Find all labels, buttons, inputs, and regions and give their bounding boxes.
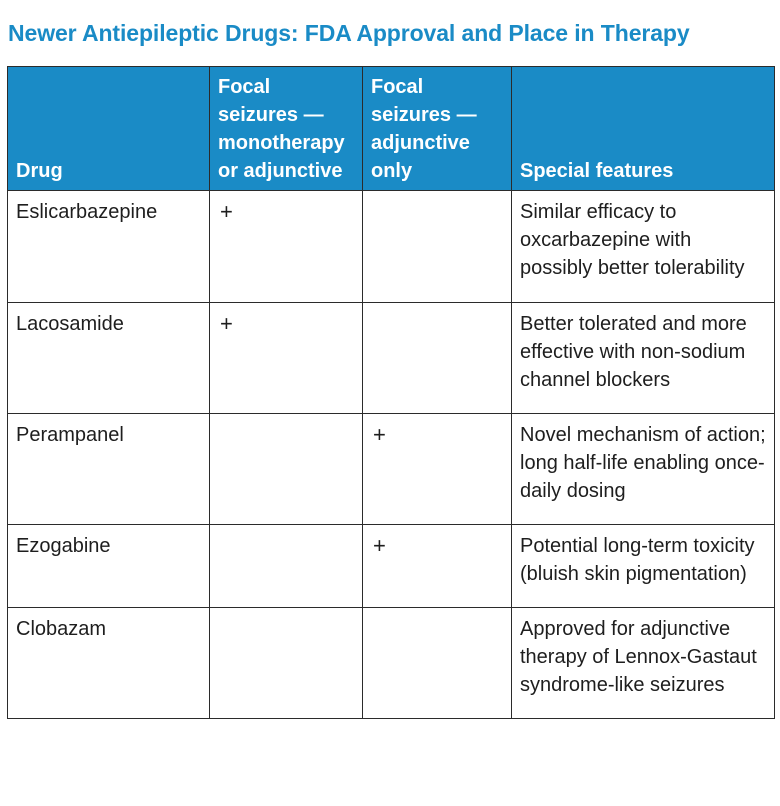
header-focal-mono: Focal seizures — monotherapy or adjunctive [210, 67, 363, 191]
drug-name: Clobazam [8, 608, 210, 719]
focal-mono-mark: + [210, 303, 363, 414]
focal-adjunctive-mark [363, 303, 512, 414]
drug-name: Lacosamide [8, 303, 210, 414]
header-special-features: Special features [512, 67, 775, 191]
focal-adjunctive-mark: + [363, 414, 512, 525]
focal-adjunctive-mark: + [363, 525, 512, 608]
focal-adjunctive-mark [363, 608, 512, 719]
table-row [8, 525, 775, 608]
table-row [8, 191, 775, 303]
focal-mono-mark [210, 414, 363, 525]
focal-adjunctive-mark [363, 191, 512, 303]
drug-table [7, 66, 775, 719]
focal-mono-mark [210, 525, 363, 608]
focal-mono-mark [210, 608, 363, 719]
drug-name: Ezogabine [8, 525, 210, 608]
drug-name: Eslicarbazepine [8, 191, 210, 303]
drug-name: Perampanel [8, 414, 210, 525]
special-features: Novel mechanism of action; long half-life enabling once-daily dosing [512, 414, 775, 525]
special-features: Similar efficacy to oxcarbazepine with possibly better tolerability [512, 191, 775, 303]
special-features: Approved for adjunctive therapy of Lennox-Gastaut syndrome-like seizures [512, 608, 775, 719]
header-focal-adjunctive: Focal seizures — adjunctive only [363, 67, 512, 191]
table-title: Newer Antiepileptic Drugs: FDA Approval and Place in Therapy [8, 20, 690, 46]
special-features: Potential long-term toxicity (bluish skin pigmentation) [512, 525, 775, 608]
focal-mono-mark: + [210, 191, 363, 303]
header-drug: Drug [8, 67, 210, 191]
header-row [8, 67, 775, 191]
table-row [8, 303, 775, 414]
table-row [8, 608, 775, 719]
special-features: Better tolerated and more effective with non-sodium channel blockers [512, 303, 775, 414]
table-row [8, 414, 775, 525]
